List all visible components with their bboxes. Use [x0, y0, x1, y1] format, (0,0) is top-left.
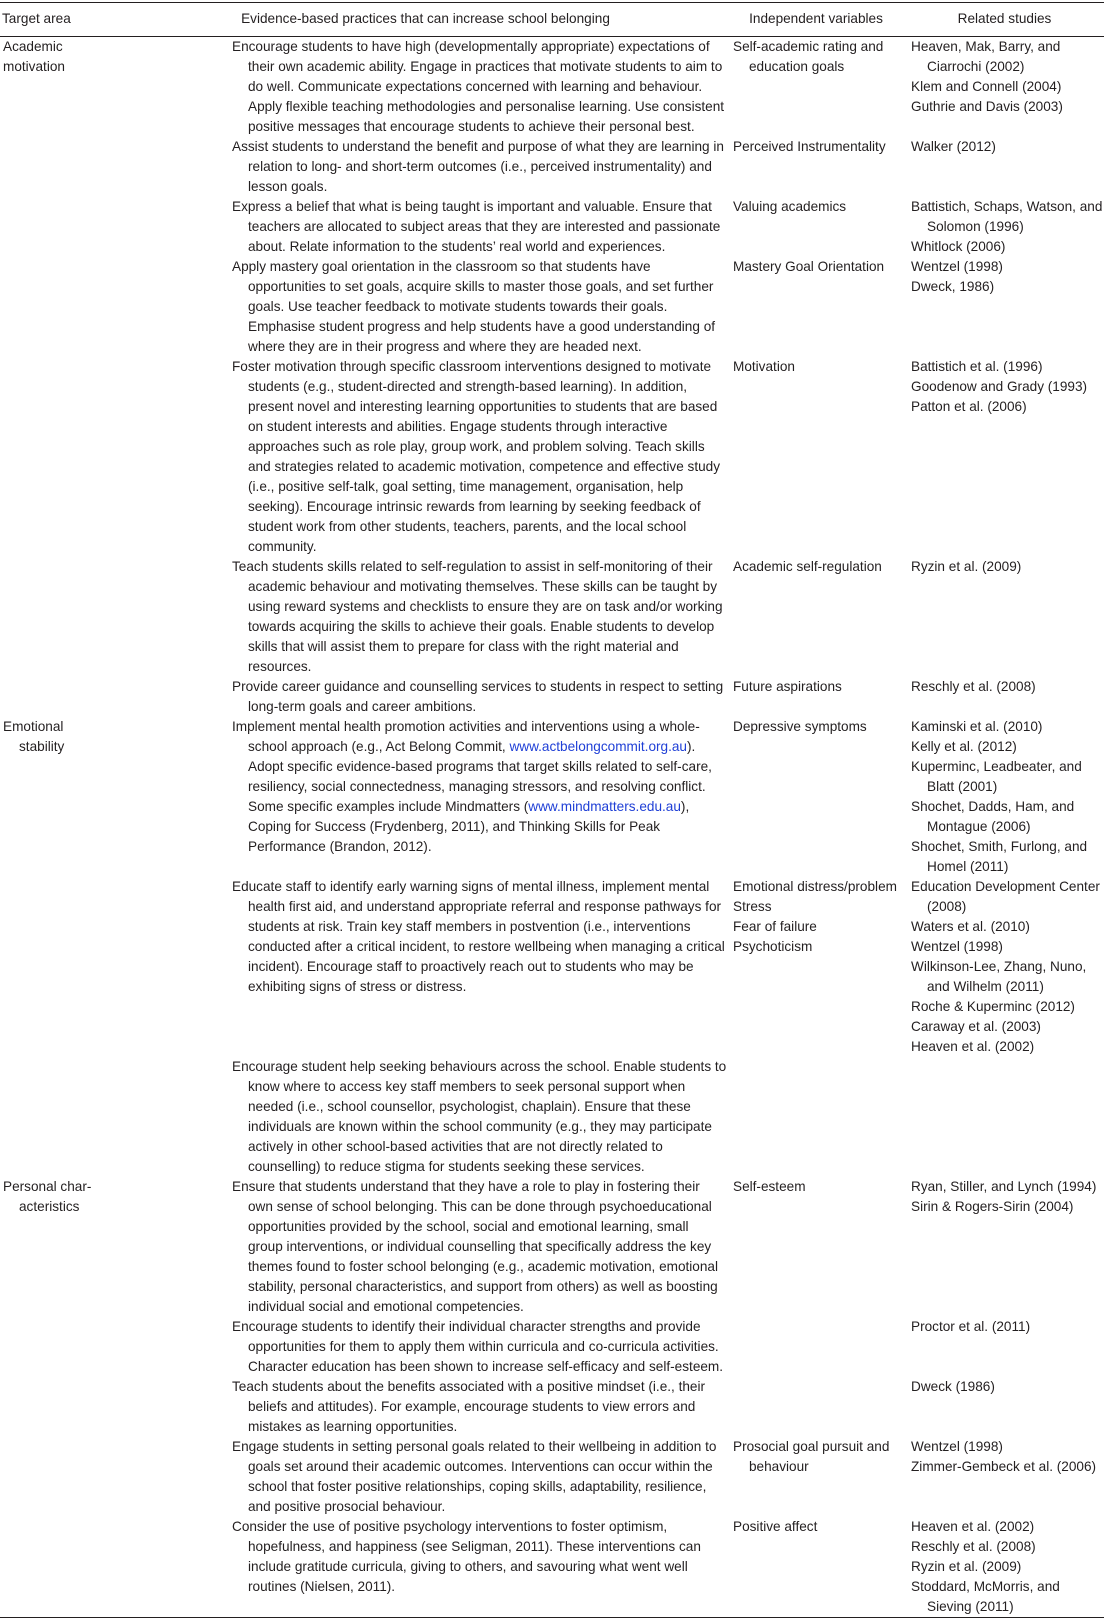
practice-text: ), Coping for Success (Frydenberg, 2011), and Thinking Skills for Peak Performance (Brandon, 2012).	[248, 799, 690, 854]
study-item: Proctor et al. (2011)	[911, 1319, 1031, 1334]
studies-cell	[905, 717, 1104, 877]
studies-cell	[905, 677, 1104, 717]
studies-cell	[905, 137, 1104, 197]
table-row	[0, 677, 1104, 717]
target-area-line: stability	[19, 739, 65, 754]
variables-cell	[727, 677, 905, 717]
study-item: Shochet, Smith, Furlong, and Homel (2011)	[911, 839, 1088, 874]
target-area-cell	[0, 557, 124, 677]
study-item: Goodenow and Grady (1993)	[911, 379, 1088, 394]
study-item: Heaven et al. (2002)	[911, 1039, 1035, 1054]
practice-cell: Engage students in setting personal goals related to their wellbeing in addition to goals set around their academic outcomes. Interventions can occur within the school that foster positive relationships, coping skills, adaptability, resilience, and positive prosocial behaviour.	[232, 1439, 717, 1514]
table-row	[0, 717, 1104, 877]
study-item: Battistich et al. (1996)	[911, 359, 1043, 374]
variable-item: Stress	[733, 899, 772, 914]
study-item: Ryzin et al. (2009)	[911, 1559, 1022, 1574]
variables-cell	[727, 197, 905, 257]
studies-cell	[905, 257, 1104, 357]
variables-cell	[727, 1377, 905, 1437]
practice-cell: Ensure that students understand that they have a role to play in fostering their own sense of school belonging. This can be done through psychoeducational opportunities provided by the school, social and emotional learning, small group interventions, or individual counselling that specifically address the key themes found to foster school belonging (e.g., academic motivation, emotional stability, personal characteristics, and support from others) as well as boosting individual social and emotional competencies.	[232, 1179, 719, 1314]
table-row	[0, 877, 1104, 1057]
variable-item: Emotional distress/problem	[733, 879, 897, 894]
study-item: Battistich, Schaps, Watson, and Solomon (1996)	[911, 199, 1103, 234]
target-area-cell	[0, 677, 124, 717]
actbelongcommit-link[interactable]: www.actbelongcommit.org.au	[509, 739, 687, 754]
study-item: Shochet, Dadds, Ham, and Montague (2006)	[911, 799, 1075, 834]
target-area-line: acteristics	[19, 1199, 80, 1214]
study-item: Wentzel (1998)	[911, 1439, 1003, 1454]
studies-cell	[905, 1177, 1104, 1317]
table-row	[0, 557, 1104, 677]
variable-item: Academic self-regulation	[733, 559, 882, 574]
variable-item: Prosocial goal pursuit and behaviour	[733, 1439, 890, 1474]
variables-cell	[727, 137, 905, 197]
study-item: Zimmer-Gembeck et al. (2006)	[911, 1459, 1097, 1474]
target-area-cell	[0, 197, 124, 257]
practice-cell: Apply mastery goal orientation in the classroom so that students have opportunities to set goals, acquire skills to master those goals, and set further goals. Use teacher feedback to motivate students towards their goals. Emphasise student progress and help students have a good understanding of where they are in their progress and where they are headed next.	[232, 259, 716, 354]
studies-cell	[905, 1437, 1104, 1517]
variable-item: Perceived Instrumentality	[733, 139, 886, 154]
studies-cell	[905, 1517, 1104, 1618]
target-area-cell	[0, 1437, 124, 1517]
variable-item: Valuing academics	[733, 199, 847, 214]
study-item: Kuperminc, Leadbeater, and Blatt (2001)	[911, 759, 1082, 794]
practice-cell	[124, 717, 727, 877]
variable-item: Depressive symptoms	[733, 719, 867, 734]
practice-text: ). Adopt specific evidence-based programs that target skills related to self-care, resiliency, social connectedness, managing stressors, and resolving conflict. Some specific examples include Mindmatters (	[248, 739, 712, 814]
studies-cell	[905, 197, 1104, 257]
table-row	[0, 1377, 1104, 1437]
variable-item: Psychoticism	[733, 939, 813, 954]
table-row	[0, 1057, 1104, 1177]
target-area-cell	[0, 1317, 124, 1377]
practice-cell: Teach students skills related to self-regulation to assist in self-monitoring of their academic behaviour and motivating themselves. These skills can be taught by using reward systems and checklists to ensure they are on task and/or working towards acquiring the skills to achieve their goals. Enable students to develop skills that will assist them to prepare for class with the right material and resources.	[232, 559, 723, 674]
target-area-cell	[0, 37, 124, 138]
study-item: Heaven et al. (2002)	[911, 1519, 1035, 1534]
variables-cell	[727, 1317, 905, 1377]
header-studies: Related studies	[905, 3, 1104, 37]
practice-text: Implement mental health promotion activities and interventions using a whole-school approach (e.g., Act Belong Commit,	[232, 719, 700, 754]
header-row	[0, 3, 1104, 37]
studies-cell	[905, 1057, 1104, 1177]
table-row	[0, 1517, 1104, 1618]
practice-cell: Foster motivation through specific classroom interventions designed to motivate students (e.g., student-directed and strength-based learning). In addition, present novel and interesting learning opportunities to students that are based on student interests and abilities. Engage students through interactive approaches such as role play, group work, and problem solving. Teach skills and strategies related to academic motivation, competence and effective study (i.e., positive self-talk, goal setting, time management, organisation, help seeking). Encourage intrinsic rewards from learning by seeking feedback of student work from other students, teachers, parents, and the local school community.	[232, 359, 721, 554]
study-item: Walker (2012)	[911, 139, 996, 154]
studies-cell	[905, 37, 1104, 138]
target-area-cell	[0, 137, 124, 197]
practice-cell: Express a belief that what is being taught is important and valuable. Ensure that teachers are allocated to subject areas that they are interested and passionate about. Relate information to the students’ real world and experiences.	[232, 199, 721, 254]
study-item: Ryan, Stiller, and Lynch (1994)	[911, 1179, 1097, 1194]
header-practices: Evidence-based practices that can increase school belonging	[124, 3, 727, 37]
study-item: Roche & Kuperminc (2012)	[911, 999, 1075, 1014]
variable-item: Self-academic rating and education goals	[733, 39, 884, 74]
variables-cell	[727, 557, 905, 677]
belonging-practices-table	[0, 2, 1104, 1618]
variables-cell	[727, 877, 905, 1057]
target-area-line: Emotional	[3, 719, 64, 734]
study-item: Caraway et al. (2003)	[911, 1019, 1041, 1034]
target-area-cell	[0, 257, 124, 357]
header-target-area: Target area	[0, 3, 124, 37]
target-area-cell	[0, 717, 124, 877]
target-area-cell	[0, 877, 124, 1057]
variables-cell	[727, 1177, 905, 1317]
practice-cell: Encourage students to have high (developmentally appropriate) expectations of their own academic ability. Engage in practices that motivate students to aim to do well. Communicate expectations concerned with learning and behaviour. Apply flexible teaching methodologies and personalise learning. Use consistent positive messages that encourage students to achieve their personal best.	[232, 39, 725, 134]
variable-item: Motivation	[733, 359, 795, 374]
study-item: Education Development Center (2008)	[911, 879, 1100, 914]
study-item: Reschly et al. (2008)	[911, 679, 1036, 694]
target-area-cell	[0, 357, 124, 557]
studies-cell	[905, 877, 1104, 1057]
study-item: Stoddard, McMorris, and Sieving (2011)	[911, 1579, 1060, 1614]
variable-item: Future aspirations	[733, 679, 842, 694]
studies-cell	[905, 557, 1104, 677]
practice-cell: Educate staff to identify early warning signs of mental illness, implement mental health first aid, and understand appropriate referral and response pathways for students at risk. Train key staff members in postvention (i.e., interventions conducted after a critical incident, to restore wellbeing when managing a critical incident). Encourage staff to proactively reach out to students who may be exhibiting signs of stress or distress.	[232, 879, 725, 994]
variables-cell	[727, 1437, 905, 1517]
study-item: Kaminski et al. (2010)	[911, 719, 1043, 734]
table-row	[0, 357, 1104, 557]
table-row	[0, 37, 1104, 138]
variable-item: Self-esteem	[733, 1179, 806, 1194]
study-item: Wentzel (1998)	[911, 939, 1003, 954]
practice-cell: Assist students to understand the benefit and purpose of what they are learning in relation to long- and short-term outcomes (i.e., perceived instrumentality) and lesson goals.	[232, 139, 724, 194]
practice-cell: Provide career guidance and counselling services to students in respect to setting long-term goals and career ambitions.	[232, 679, 724, 714]
table-row	[0, 1177, 1104, 1317]
target-area-line: Academic	[3, 39, 63, 54]
header-variables: Independent variables	[727, 3, 905, 37]
table-row	[0, 137, 1104, 197]
study-item: Wilkinson-Lee, Zhang, Nuno, and Wilhelm (2011)	[911, 959, 1087, 994]
studies-cell	[905, 1317, 1104, 1377]
practice-cell: Encourage student help seeking behaviours across the school. Enable students to know where to access key staff members to seek personal support when needed (i.e., school counsellor, psychologist, chaplain). Ensure that these individuals are known within the school community (e.g., they may participate actively in other school-based activities that are not directly related to counselling) to reduce stigma for students seeking these services.	[232, 1059, 727, 1174]
target-area-cell	[0, 1377, 124, 1437]
table-row	[0, 1317, 1104, 1377]
variables-cell	[727, 257, 905, 357]
variable-item: Fear of failure	[733, 919, 817, 934]
study-item: Dweck (1986)	[911, 1379, 995, 1394]
practice-cell: Encourage students to identify their individual character strengths and provide opportunities for them to apply them within curricula and co-curricula activities. Character education has been shown to increase self-efficacy and self-esteem.	[232, 1319, 724, 1374]
table-row	[0, 257, 1104, 357]
target-area-cell	[0, 1517, 124, 1618]
study-item: Sirin & Rogers-Sirin (2004)	[911, 1199, 1074, 1214]
mindmatters-link[interactable]: www.mindmatters.edu.au	[528, 799, 681, 814]
studies-cell	[905, 1377, 1104, 1437]
study-item: Dweck, 1986)	[911, 279, 995, 294]
practice-cell: Teach students about the benefits associated with a positive mindset (i.e., their beliefs and attitudes). For example, encourage students to view errors and mistakes as learning opportunities.	[232, 1379, 706, 1434]
variables-cell	[727, 1517, 905, 1618]
study-item: Whitlock (2006)	[911, 239, 1006, 254]
table-row	[0, 197, 1104, 257]
variables-cell	[727, 717, 905, 877]
variable-item: Mastery Goal Orientation	[733, 259, 885, 274]
target-area-line: Personal char-	[3, 1179, 92, 1194]
practice-cell: Consider the use of positive psychology interventions to foster optimism, hopefulness, and happiness (see Seligman, 2011). These interventions can include gratitude curricula, giving to others, and savouring what went well routines (Nielsen, 2011).	[124, 1517, 727, 1618]
variables-cell	[727, 357, 905, 557]
study-item: Wentzel (1998)	[911, 259, 1003, 274]
variables-cell	[727, 1057, 905, 1177]
study-item: Guthrie and Davis (2003)	[911, 99, 1063, 114]
studies-cell	[905, 357, 1104, 557]
study-item: Reschly et al. (2008)	[911, 1539, 1036, 1554]
variables-cell	[727, 37, 905, 138]
study-item: Ryzin et al. (2009)	[911, 559, 1022, 574]
variable-item: Positive affect	[733, 1519, 818, 1534]
study-item: Waters et al. (2010)	[911, 919, 1030, 934]
study-item: Kelly et al. (2012)	[911, 739, 1017, 754]
study-item: Heaven, Mak, Barry, and Ciarrochi (2002)	[911, 39, 1061, 74]
table-row	[0, 1437, 1104, 1517]
study-item: Klem and Connell (2004)	[911, 79, 1062, 94]
target-area-line: motivation	[3, 59, 65, 74]
target-area-cell	[0, 1177, 124, 1317]
study-item: Patton et al. (2006)	[911, 399, 1027, 414]
target-area-cell	[0, 1057, 124, 1177]
